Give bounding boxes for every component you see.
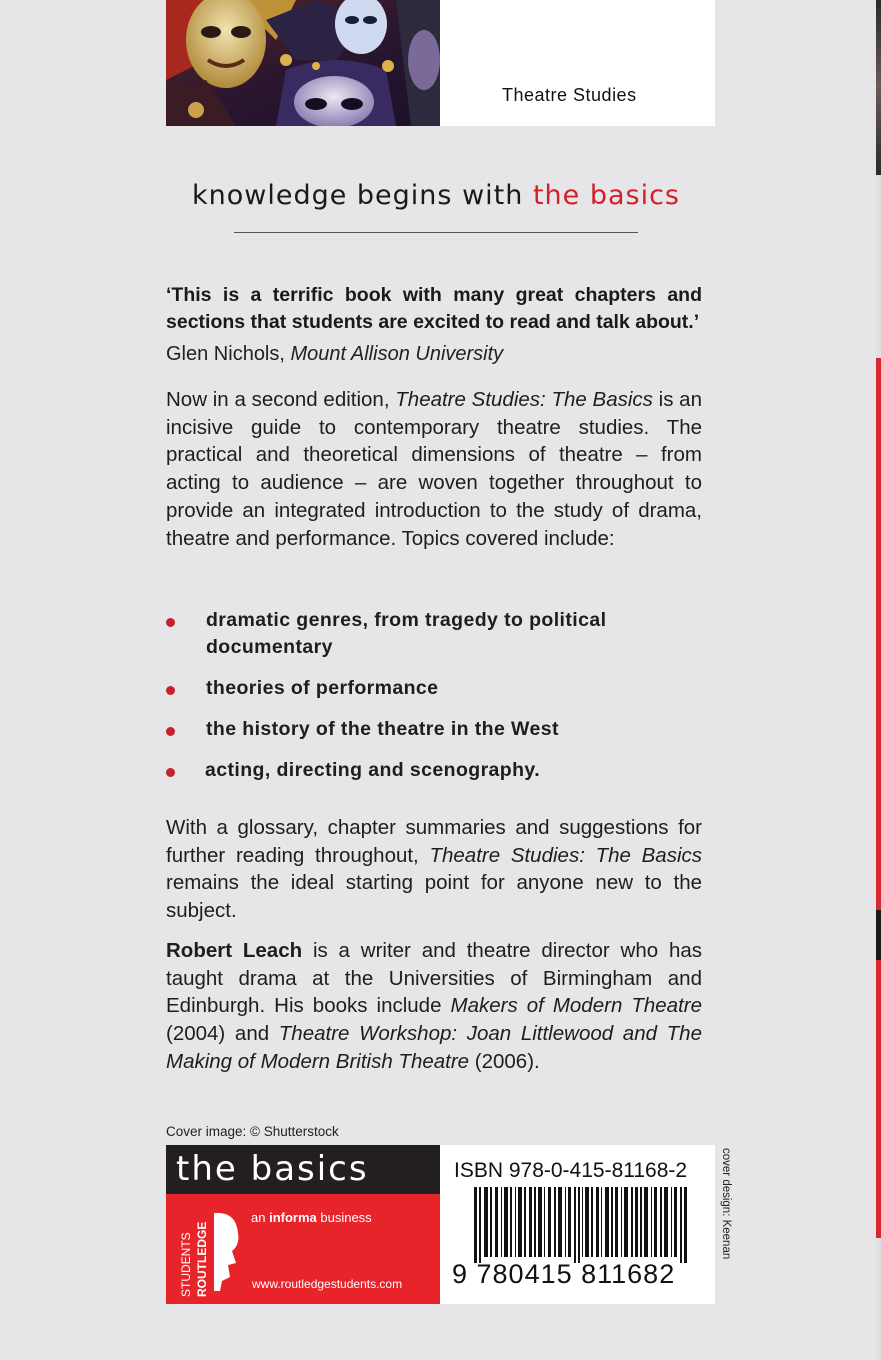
text-span: remains the ideal starting point for anyone new to the subject. xyxy=(166,871,702,923)
text-span: business xyxy=(316,1210,372,1225)
spine-black-strip xyxy=(876,910,881,960)
text-span: is an incisive guide to contemporary theatre studies. The practical and theoretical dimensions of theatre – from acting to audience – are woven together throughout to provide an integrated introduction to the study of drama, theatre and performance. Topics covered include: xyxy=(166,388,702,550)
list-item-text: dramatic genres, from tragedy to political documentary xyxy=(206,609,607,658)
text-span: (2004) and xyxy=(166,1022,279,1046)
spine-edge xyxy=(876,0,881,1360)
divider xyxy=(234,232,638,233)
list-item-text: the history of the theatre in the West xyxy=(206,718,559,740)
book-title: Theatre Studies: The Basics xyxy=(395,388,653,411)
profile-head-icon xyxy=(214,1213,238,1291)
isbn-box xyxy=(440,1145,715,1304)
spine-image-strip xyxy=(876,0,881,175)
imprint-students-text: STUDENTS xyxy=(179,1232,193,1297)
author-name: Robert Leach xyxy=(166,939,303,962)
barcode-icon xyxy=(474,1187,692,1263)
text-span: Now in a second edition, xyxy=(166,388,396,411)
informa-brand: informa xyxy=(269,1210,317,1225)
book-title: Theatre Workshop: Joan Littlewood and The Making of Modern British Theatre xyxy=(166,1022,702,1073)
text-span: an xyxy=(251,1210,270,1225)
cover-design-credit xyxy=(718,1148,732,1278)
quote-attribution xyxy=(166,343,503,366)
book-title: Makers of Modern Theatre xyxy=(450,994,703,1018)
series-label: Theatre Studies xyxy=(502,85,637,105)
publisher-imprint xyxy=(166,1145,440,1304)
author-bio xyxy=(166,937,702,1076)
tagline-prefix: knowledge begins with xyxy=(191,180,533,211)
book-title: Theatre Studies: The Basics xyxy=(429,843,702,867)
tagline-highlight: the basics xyxy=(532,180,680,211)
text-span: With a glossary, chapter summaries and suggestions for further reading throughout, xyxy=(166,816,702,867)
series-logo-text: the basics xyxy=(176,1149,369,1189)
list-item-text: acting, directing and scenography. xyxy=(205,759,541,781)
cover-image-masks xyxy=(166,0,440,126)
bullet-icon xyxy=(166,618,175,627)
description-paragraph-2 xyxy=(166,814,702,925)
text-span: is a writer and theatre director who has taught drama at the Universities of Birmingham and Edinburgh. His books include xyxy=(166,939,703,1018)
review-quote: ‘This is a terrific book with many great chapters and sections that students are excited to read and talk about.’ xyxy=(166,284,702,333)
cover-image-credit: Cover image: © Shutterstock xyxy=(166,1124,339,1139)
text-span: (2006). xyxy=(469,1049,540,1073)
quote-author: Glen Nichols, xyxy=(166,343,291,365)
list-item-text: theories of performance xyxy=(206,677,439,699)
cover-design-text: cover design: Keenan xyxy=(720,1148,732,1260)
bullet-icon xyxy=(166,686,175,695)
bullet-icon xyxy=(166,768,175,777)
bullet-icon xyxy=(166,727,175,736)
tagline xyxy=(166,180,706,211)
isbn-label: ISBN 978-0-415-81168-2 xyxy=(454,1159,688,1182)
informa-line xyxy=(251,1210,372,1225)
spine-red-strip xyxy=(876,358,881,1238)
publisher-url: www.routledgestudents.com xyxy=(252,1277,403,1291)
barcode-number: 9 780415 811682 xyxy=(452,1259,676,1289)
series-box xyxy=(440,0,715,126)
imprint-routledge-text: ROUTLEDGE xyxy=(195,1221,209,1297)
routledge-logo xyxy=(176,1205,244,1297)
description-paragraph-1 xyxy=(166,386,702,552)
quote-affiliation: Mount Allison University xyxy=(290,343,504,365)
